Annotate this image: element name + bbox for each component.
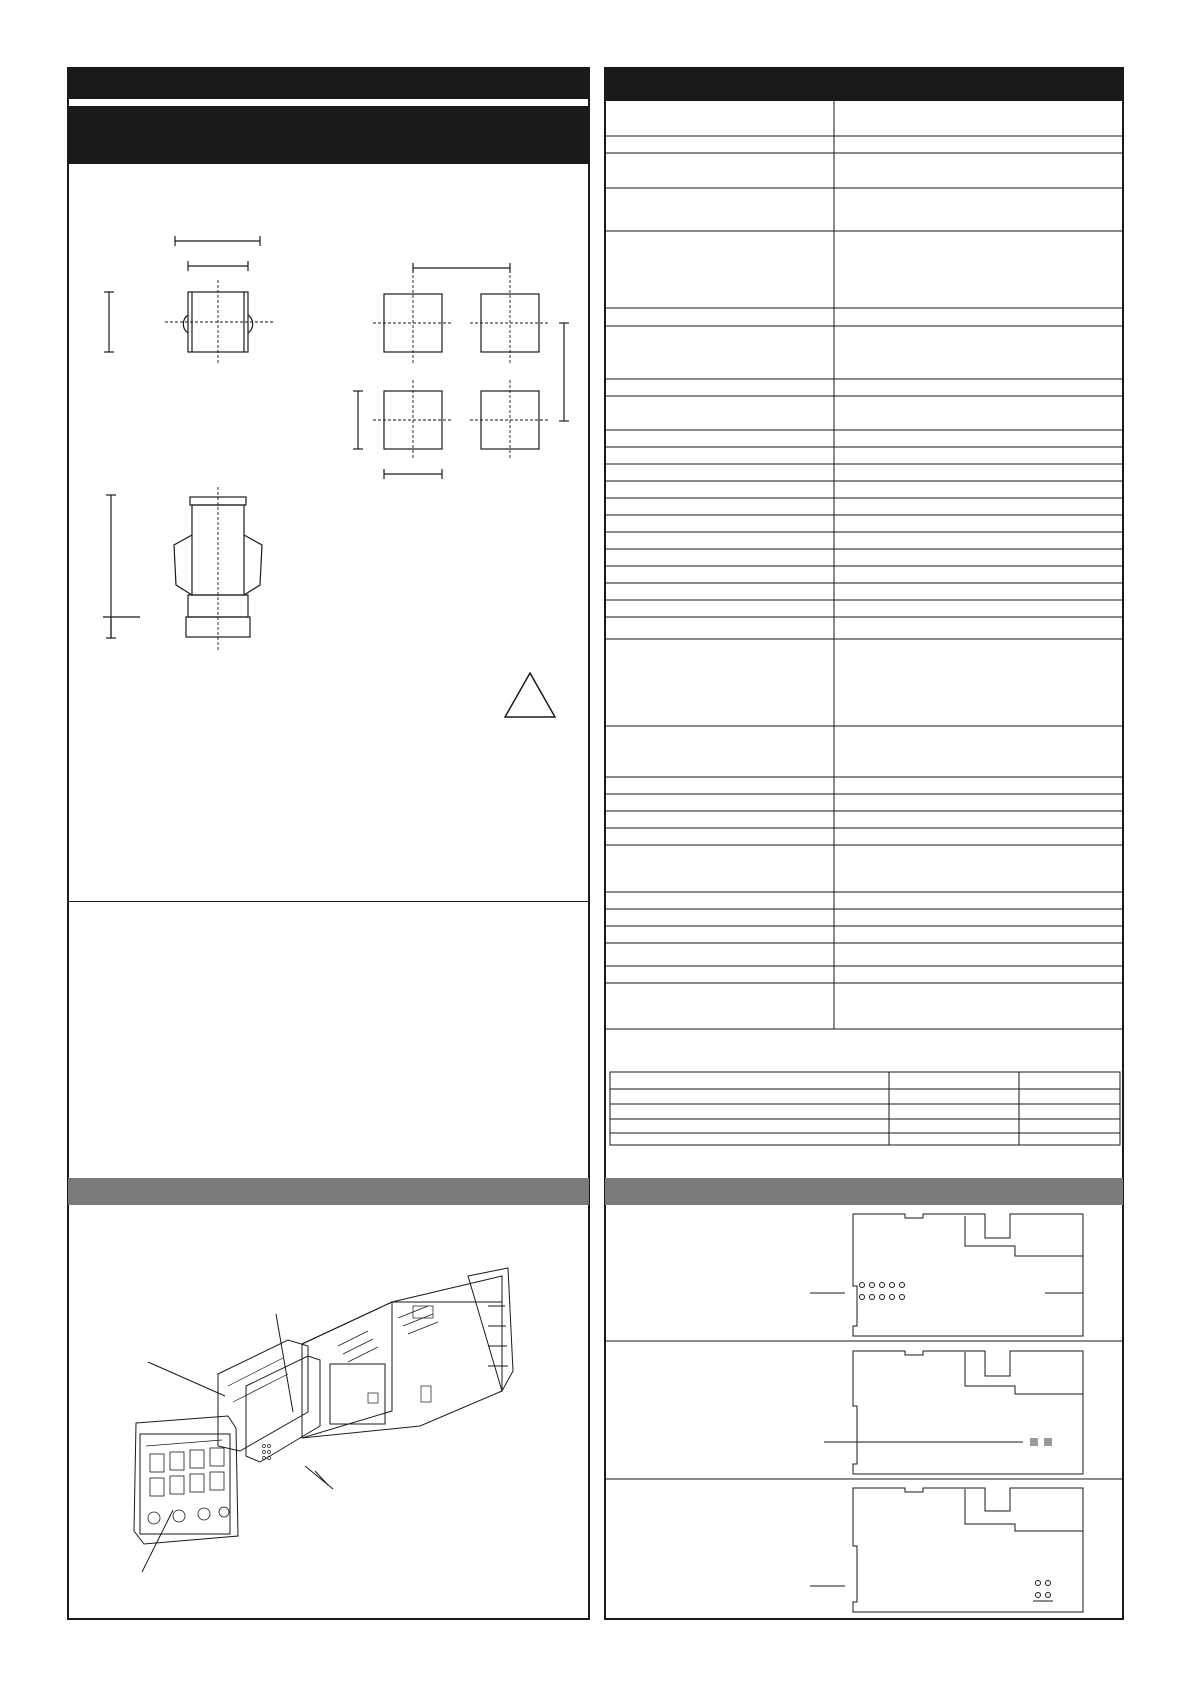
board-diagrams: [605, 1206, 1123, 1618]
instrument-exploded-illustration: [68, 1206, 588, 1616]
left-subtitle-bar: [67, 106, 590, 164]
warning-triangle-icon: [503, 671, 557, 719]
specification-table: [605, 101, 1123, 1031]
left-title-bar: [67, 67, 590, 99]
right-title-bar: [604, 67, 1124, 101]
left-section-divider: [67, 901, 590, 902]
left-grey-header: [68, 1178, 589, 1205]
right-grey-header: [605, 1178, 1123, 1205]
dimension-drawings: [68, 165, 588, 900]
lower-small-table: [609, 1071, 1121, 1147]
